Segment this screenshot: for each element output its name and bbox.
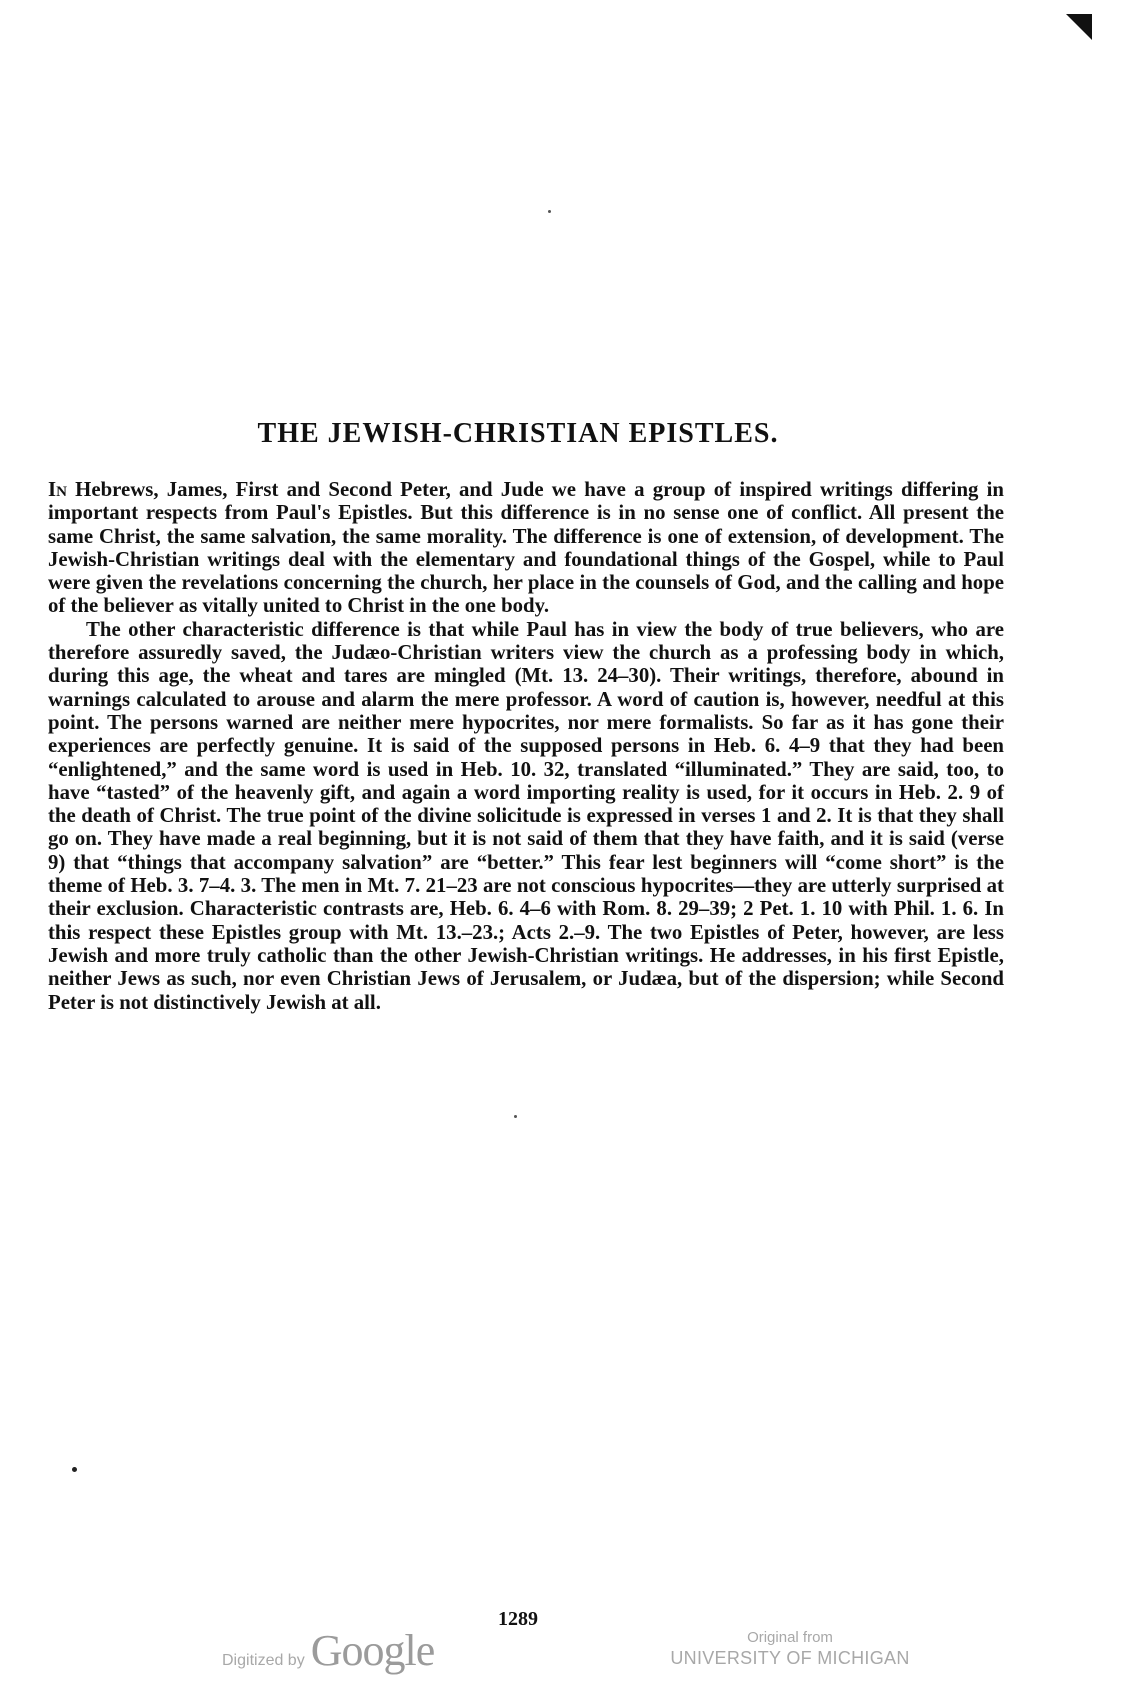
corner-triangle-icon [1066, 14, 1092, 40]
paragraph-2 [48, 618, 1004, 1014]
university-label: UNIVERSITY OF MICHIGAN [670, 1648, 910, 1668]
paragraph-1 [48, 478, 1004, 618]
paragraph-text: Hebrews, James, First and Second Peter, and Jude we have a group of inspired writings differing in important respects from Paul's Epistles. But this difference is in no sense one of conflict. All present the same Christ, the same salvation, the same morality. The difference is one of extension, of development. The Jewish-Christian writings deal with the elementary and foundational things of the Gospel, while to Paul were given the revelations concerning the church, her place in the counsels of God, and the calling and hope of the believer as vitally united to Christ in the one body. [48, 478, 1004, 618]
scan-speck [548, 210, 551, 213]
body-text [48, 478, 1004, 1014]
digitized-by-watermark [222, 1625, 434, 1676]
page-title: THE JEWISH-CHRISTIAN EPISTLES. [257, 418, 779, 449]
scan-speck [514, 1115, 517, 1118]
page-number: 1289 [498, 1608, 538, 1630]
original-from-label: Original from [747, 1629, 833, 1646]
paragraph-lead-in: In [48, 478, 67, 501]
digitized-label: Digitized by [222, 1652, 305, 1669]
source-watermark [660, 1628, 920, 1669]
scan-speck [72, 1467, 77, 1472]
google-logo: Google [310, 1626, 435, 1675]
paragraph-text: The other characteristic difference is that while Paul has in view the body of true believers, who are therefore assuredly saved, the Judæo-Christian writers view the church as a professing body in which, during this age, the wheat and tares are mingled (Mt. 13. 24–30). Their writings, therefore, abound in warnings calculated to arouse and alarm the mere professor. A word of caution is, however, needful at this point. The persons warned are neither mere hypocrites, nor mere formalists. So far as it has gone their experiences are perfectly genuine. It is said of the supposed persons in Heb. 6. 4–9 that they had been “enlightened,” and the same word is used in Heb. 10. 32, translated “illuminated.” They are said, too, to have “tasted” of the heavenly gift, and again a word importing reality is used, for it occurs in Heb. 2. 9 of the death of Christ. The true point of the divine solicitude is expressed in verses 1 and 2. It is that they shall go on. They have made a real beginning, but it is not said of them that they have faith, and it is said (verse 9) that “things that accompany salvation” are “better.” This fear lest beginners will “come short” is the theme of Heb. 3. 7–4. 3. The men in Mt. 7. 21–23 are not conscious hypocrites—they are utterly surprised at their exclusion. Characteristic contrasts are, Heb. 6. 4–6 with Rom. 8. 29–39; 2 Pet. 1. 10 with Phil. 1. 6. In this respect these Epistles group with Mt. 13.–23.; Acts 2.–9. The two Epistles of Peter, however, are less Jewish and more truly catholic than the other Jewish-Christian writings. He addresses, in his first Epistle, neither Jews as such, nor even Christian Jews of Jerusalem, or Judæa, but of the dispersion; while Second Peter is not distinctively Jewish at all. [48, 617, 1004, 1014]
